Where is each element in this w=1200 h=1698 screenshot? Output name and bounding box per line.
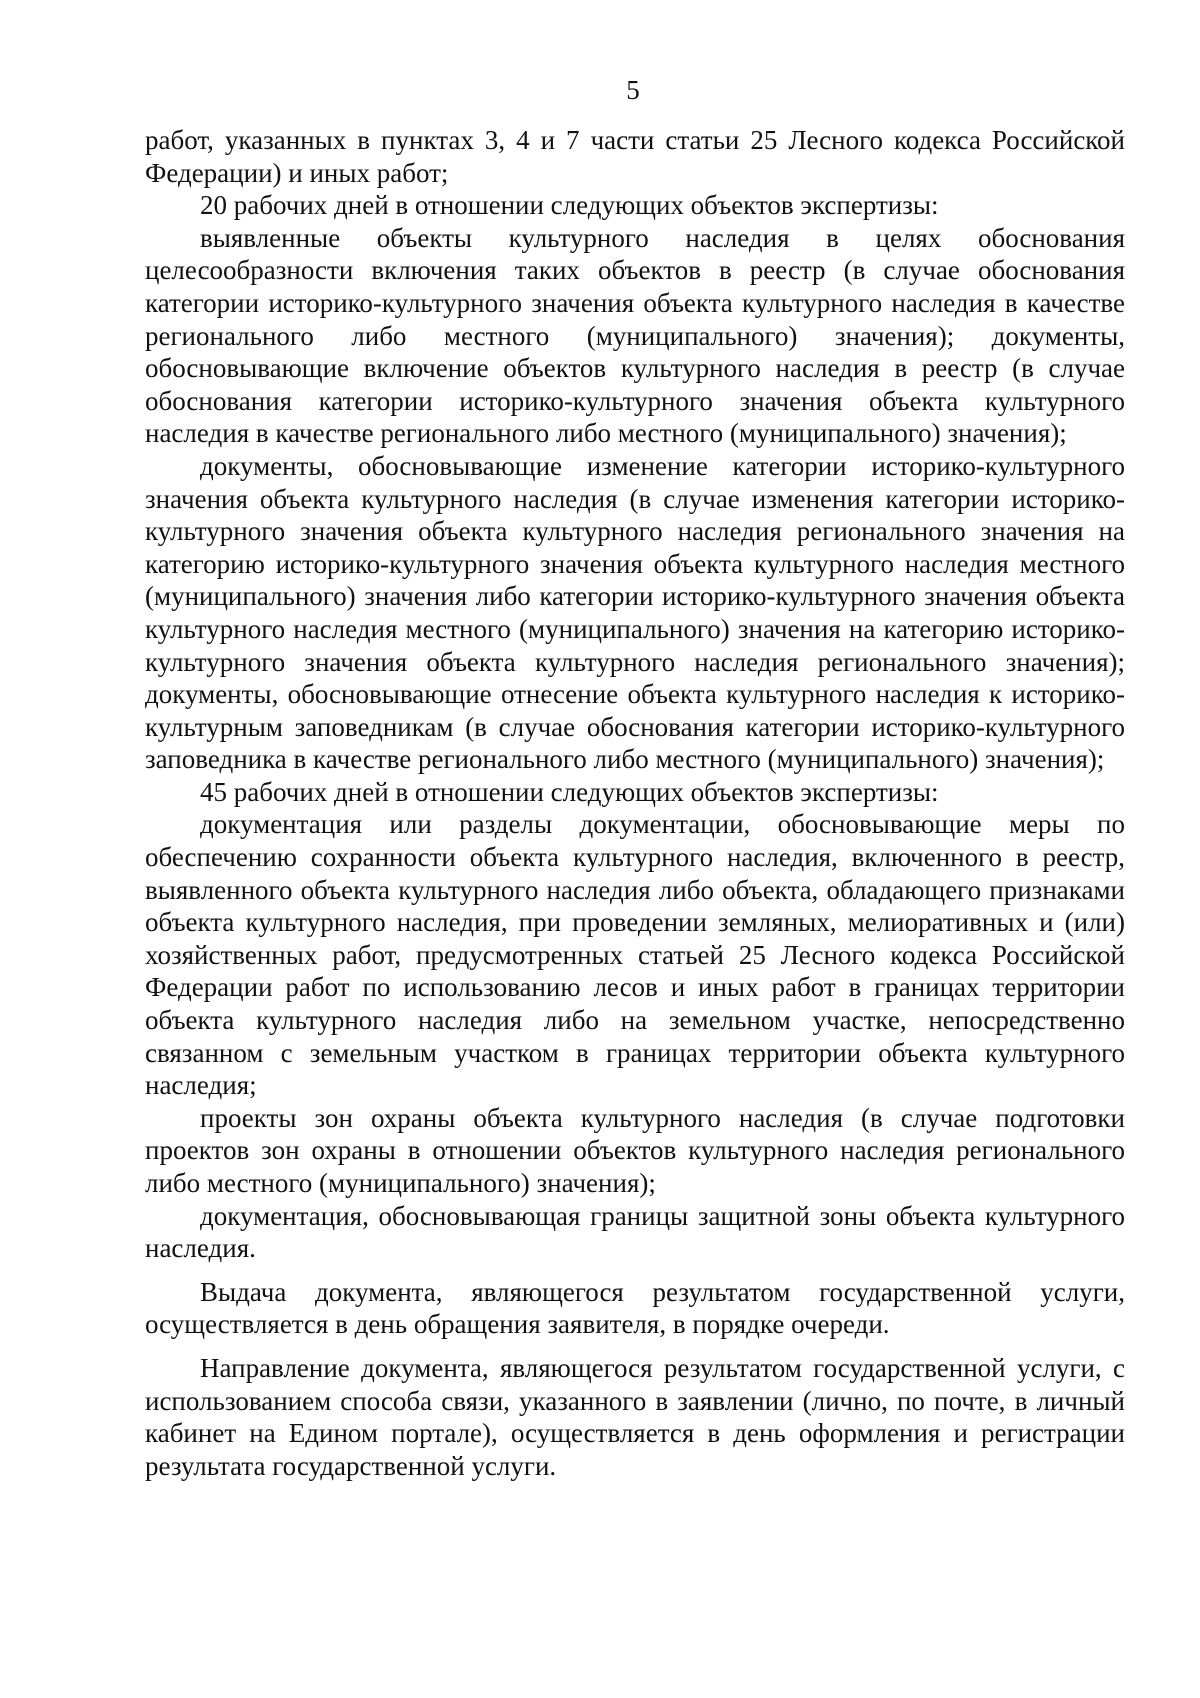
paragraph-identified-objects: выявленные объекты культурного наследия в целях обоснования целесообразности включения таких объектов в реестр (в случае обоснования категории историко-культурного значения объекта культурного наследия в качестве регионального либо местного (муниципального) значения); документы, обосновывающие включение объектов культурного наследия в реестр (в случае обоснования категории историко-культурного значения объекта культурного наследия в качестве регионального либо местного (муниципального) значения); (145, 222, 1125, 449)
paragraph-continuation: работ, указанных в пунктах 3, 4 и 7 части статьи 25 Лесного кодекса Российской Федерации) и иных работ; (145, 125, 1125, 188)
paragraph-protection-zone-projects: проекты зон охраны объекта культурного наследия (в случае подготовки проектов зон охраны в отношении объектов культурного наследия регионального либо местного (муниципального) значения); (145, 1102, 1125, 1198)
paragraph-issuance: Выдача документа, являющегося результатом государственной услуги, осуществляется в день обращения заявителя, в порядке очереди. (145, 1276, 1125, 1340)
paragraph-45-days-heading: 45 рабочих дней в отношении следующих объектов экспертизы: (200, 776, 939, 807)
paragraph-spacer (145, 1265, 1125, 1276)
paragraph-protective-zone-documentation: документация, обосновывающая границы защитной зоны объекта культурного наследия. (145, 1200, 1125, 1264)
page-number: 5 (626, 75, 640, 105)
document-body (145, 124, 1125, 1482)
paragraph-category-change-documents: документы, обосновывающие изменение категории историко-культурного значения объекта культурного наследия (в случае изменения категории историко-культурного значения объекта культурного наследия регионального значения на категорию историко-культурного значения объекта культурного наследия местного (муниципального) значения либо категории историко-культурного значения объекта культурного наследия местного (муниципального) значения на категорию историко-культурного значения объекта культурного наследия регионального значения); документы, обосновывающие отнесение объекта культурного наследия к историко-культурным заповедникам (в случае обоснования категории историко-культурного заповедника в качестве регионального либо местного (муниципального) значения); (145, 450, 1125, 775)
paragraph-20-days-heading: 20 рабочих дней в отношении следующих объектов экспертизы: (200, 190, 939, 221)
paragraph-spacer (145, 1341, 1125, 1352)
paragraph-preservation-documentation: документация или разделы документации, обосновывающие меры по обеспечению сохранности объекта культурного наследия, включенного в реестр, выявленного объекта культурного наследия либо объекта, обладающего признаками объекта культурного наследия, при проведении земляных, мелиоративных и (или) хозяйственных работ, предусмотренных статьей 25 Лесного кодекса Российской Федерации работ по использованию лесов и иных работ в границах территории объекта культурного наследия либо на земельном участке, непосредственно связанном с земельным участком в границах территории объекта культурного наследия; (145, 809, 1125, 1101)
paragraph-delivery: Направление документа, являющегося результатом государственной услуги, с использованием способа связи, указанного в заявлении (лично, по почте, в личный кабинет на Едином портале), осуществляется в день оформления и регистрации результата государственной услуги. (145, 1352, 1125, 1481)
